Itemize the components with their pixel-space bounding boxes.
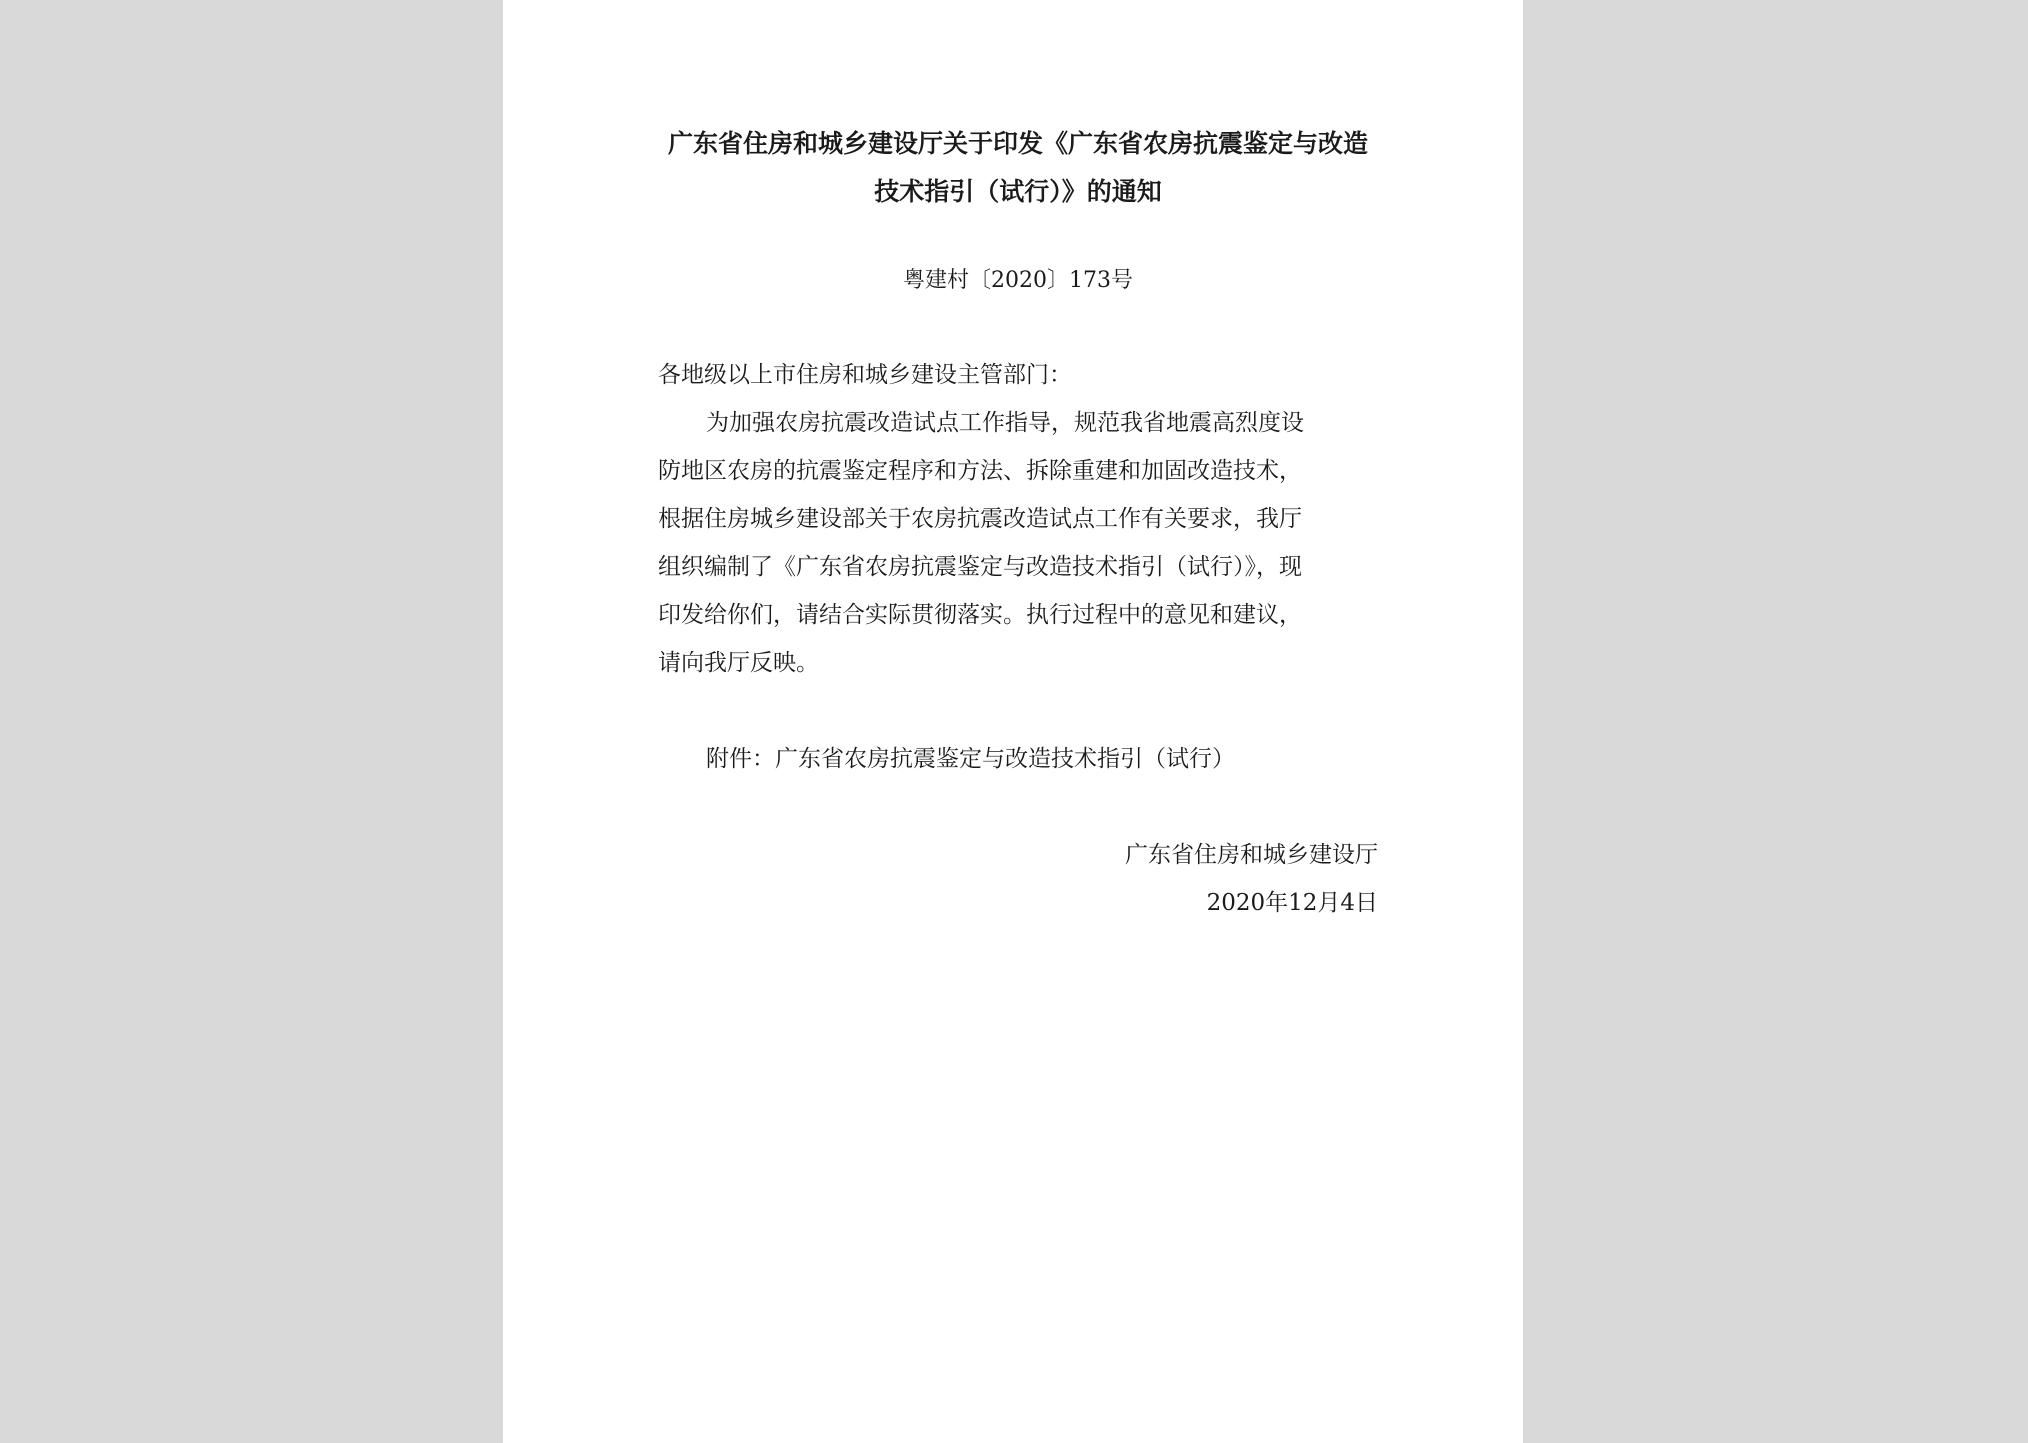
body-line-1: 为加强农房抗震改造试点工作指导，规范我省地震高烈度设 bbox=[706, 410, 1304, 436]
body-line-2: 防地区农房的抗震鉴定程序和方法、拆除重建和加固改造技术， bbox=[658, 458, 1302, 484]
issuer: 广东省住房和城乡建设厅 bbox=[1125, 842, 1378, 868]
addressee: 各地级以上市住房和城乡建设主管部门： bbox=[658, 362, 1072, 388]
body-paragraph bbox=[658, 399, 1378, 687]
body-line-6: 请向我厅反映。 bbox=[658, 650, 819, 676]
document-content bbox=[658, 120, 1378, 927]
body-line-3: 根据住房城乡建设部关于农房抗震改造试点工作有关要求，我厅 bbox=[658, 506, 1302, 532]
document-number: 粤建村〔2020〕173号 bbox=[903, 268, 1133, 293]
body-line-5: 印发给你们，请结合实际贯彻落实。执行过程中的意见和建议， bbox=[658, 602, 1302, 628]
body-line-4: 组织编制了《广东省农房抗震鉴定与改造技术指引（试行）》，现 bbox=[658, 554, 1302, 580]
issue-date: 2020年12月4日 bbox=[1206, 890, 1378, 916]
signature-block bbox=[658, 831, 1378, 927]
document-title bbox=[658, 120, 1378, 216]
document-page bbox=[503, 0, 1523, 1443]
title-line-2: 技术指引（试行）》的通知 bbox=[874, 177, 1162, 206]
attachment-note: 附件：广东省农房抗震鉴定与改造技术指引（试行） bbox=[706, 746, 1235, 772]
title-line-1: 广东省住房和城乡建设厅关于印发《广东省农房抗震鉴定与改造 bbox=[667, 129, 1368, 158]
